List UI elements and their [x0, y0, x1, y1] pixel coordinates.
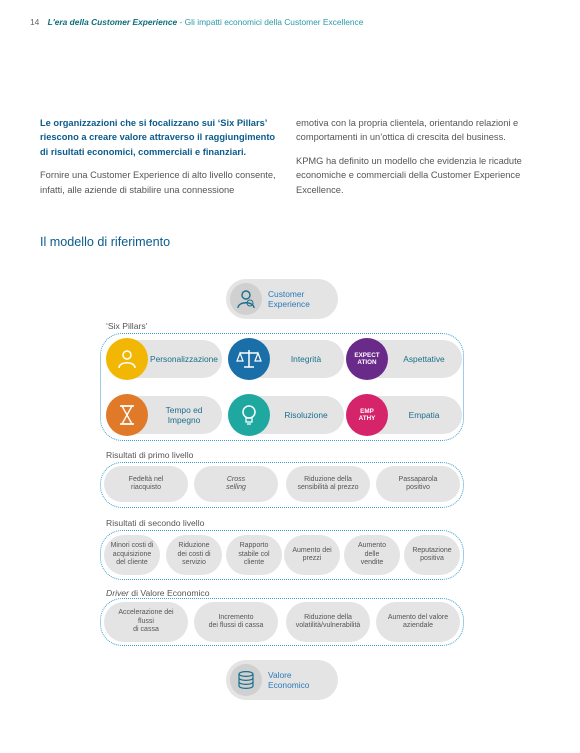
level2-item-0: Minori costi di acquisizione del cliente [104, 535, 160, 575]
level2-item-1: Riduzione dei costi di servizio [166, 535, 222, 575]
level2-item-2: Rapporto stabile col cliente [226, 535, 282, 575]
drivers-label-italic: Driver [106, 588, 129, 598]
level1-item-2: Riduzione della sensibilità al prezzo [286, 466, 370, 502]
text-column-left [40, 116, 285, 206]
heart-icon-text: EMP ATHY [358, 408, 376, 422]
scales-icon [228, 338, 270, 380]
pillars-group-label: ‘Six Pillars’ [106, 321, 148, 331]
driver-item-1: Incremento dei flussi di cassa [194, 602, 278, 642]
page-header [30, 17, 363, 27]
pillar-2 [346, 340, 462, 378]
valore-economico-label: Valore Economico [268, 670, 310, 690]
customer-experience-node [226, 279, 338, 319]
valore-economico-node [226, 660, 338, 700]
heart-icon [346, 394, 388, 436]
level2-group-label: Risultati di secondo livello [106, 518, 205, 528]
pillar-0 [106, 340, 222, 378]
header-subtitle: Gli impatti economici della Customer Excellence [184, 17, 364, 27]
level1-group-label: Risultati di primo livello [106, 450, 194, 460]
pillar-3 [106, 396, 222, 434]
level2-item-4: Aumento delle vendite [344, 535, 400, 575]
pillar-label: Tempo ed Impegno [165, 405, 203, 425]
drivers-group-label [106, 588, 210, 598]
pillar-label: Integrità [290, 354, 322, 364]
header-separator: - [177, 17, 185, 27]
level1-item-1: Cross selling [194, 466, 278, 502]
lead-paragraph: Le organizzazioni che si focalizzano sui ‘Six Pillars’ riescono a creare valore attraverso il raggiungimento di risultati economici, commerciali e finanziari. [40, 118, 276, 157]
pillar-label: Aspettative [403, 354, 445, 364]
level1-item-3: Passaparola positivo [376, 466, 460, 502]
driver-item-0: Accelerazione dei flussi di cassa [104, 602, 188, 642]
coins-icon [230, 664, 262, 696]
pillar-4 [228, 396, 344, 434]
drivers-label-rest: di Valore Economico [128, 588, 210, 598]
section-title: Il modello di riferimento [40, 235, 171, 249]
level1-item-0: Fedeltà nel riacquisto [104, 466, 188, 502]
page-number: 14 [30, 17, 40, 27]
header-title: L'era della Customer Experience [47, 17, 178, 27]
paragraph-3: KPMG ha definito un modello che evidenzia le ricadute economiche e commerciali della Customer Experience Excellence. [296, 155, 522, 195]
lightbulb-icon [228, 394, 270, 436]
driver-item-3: Aumento del valore aziendale [376, 602, 460, 642]
paragraph-2: emotiva con la propria clientela, orientando relazioni e comportamenti in un’ottica di crescita del business. [296, 118, 519, 143]
level2-item-5: Reputazione positiva [404, 535, 460, 575]
hourglass-icon [106, 394, 148, 436]
level2-item-3: Aumento dei prezzi [284, 535, 340, 575]
customer-experience-icon [230, 283, 262, 315]
expectation-sign-icon [346, 338, 388, 380]
pillar-5 [346, 396, 462, 434]
driver-item-2: Riduzione della volatilità/vulnerabilità [286, 602, 370, 642]
expectation-sign-icon-text: EXPECT ATION [354, 352, 380, 366]
person-icon [106, 338, 148, 380]
paragraph-1: Fornire una Customer Experience di alto livello consente, infatti, alle aziende di stabilire una connessione [40, 170, 276, 195]
pillar-label: Personalizzazione [150, 354, 218, 364]
customer-experience-label: Customer Experience [268, 289, 310, 309]
pillar-label: Empatia [408, 410, 440, 420]
pillar-label: Risoluzione [284, 410, 328, 420]
text-column-right [296, 116, 541, 206]
pillar-1 [228, 340, 344, 378]
